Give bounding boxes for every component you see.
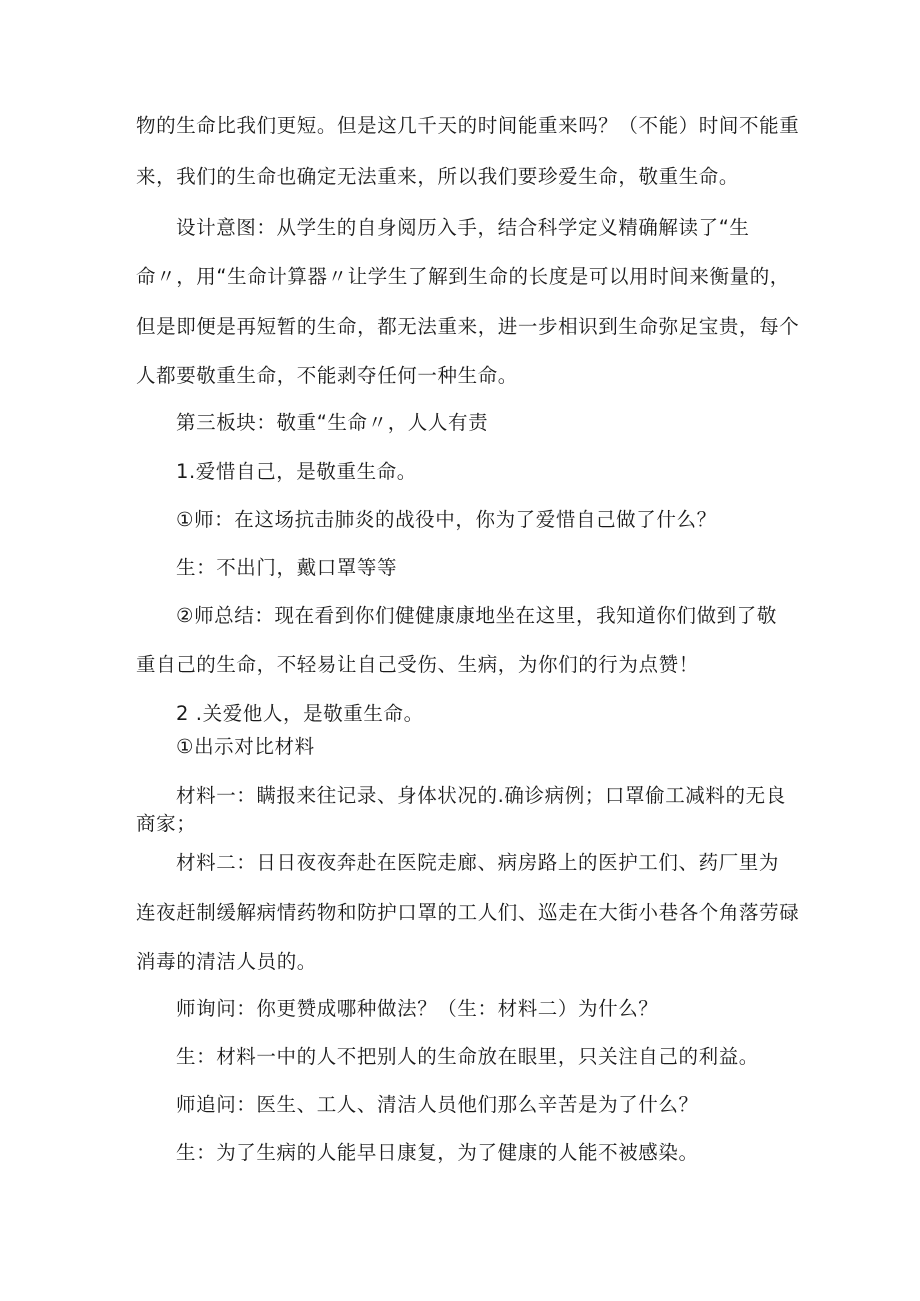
text-line: 消毒的清洁人员的。	[136, 950, 317, 973]
text-line: 重自己的生命，不轻易让自己受伤、生病，为你们的行为点赞！	[136, 653, 699, 676]
teacher-summary: ②师总结：现在看到你们健健康康地坐在这里，我知道你们做到了敬	[176, 604, 777, 627]
text-line: 商家；	[136, 812, 197, 835]
text-line: 命〃，用“生命计算器〃让学生了解到生命的长度是可以用时间来衡量的，	[136, 265, 790, 288]
student-answer: 生：为了生病的人能早日康复，为了健康的人能不被感染。	[176, 1141, 699, 1164]
material-two: 材料二：日日夜夜奔赴在医院走廊、病房路上的医护工们、药厂里为	[176, 851, 780, 874]
student-answer: 生：材料一中的人不把别人的生命放在眼里，只关注自己的利益。	[176, 1045, 759, 1068]
teacher-follow-up: 师追问：医生、工人、清洁人员他们那么辛苦是为了什么？	[176, 1093, 699, 1116]
section-heading: 第三板块：敬重“生命〃，人人有责	[176, 411, 489, 434]
text-line: 连夜赶制缓解病情药物和防护口罩的工人们、巡走在大街小巷各个角落劳碌	[136, 901, 800, 924]
text-line: 人都要敬重生命，不能剥夺任何一种生命。	[136, 364, 518, 387]
teacher-question: 师询问：你更赞成哪种做法？（生：材料二）为什么？	[176, 997, 659, 1020]
list-item: ①出示对比材料	[176, 735, 315, 758]
material-one: 材料一：瞒报来往记录、身体状况的.确诊病例；口罩偷工减料的无良	[176, 784, 786, 807]
text-line: 物的生命比我们更短。但是这几千天的时间能重来吗？（不能）时间不能重	[136, 114, 800, 137]
list-item: 2 .关爱他人，是敬重生命。	[176, 702, 424, 725]
list-item: 1.爱惜自己，是敬重生命。	[176, 460, 417, 483]
design-intent-paragraph: 设计意图：从学生的自身阅历入手，结合科学定义精确解读了“生	[176, 216, 750, 239]
text-line: 来，我们的生命也确定无法重来，所以我们要珍爱生命，敬重生命。	[136, 165, 740, 188]
student-answer: 生：不出门，戴口罩等等	[176, 556, 398, 579]
teacher-question: ①师：在这场抗击肺炎的战役中，你为了爱惜自己做了什么？	[176, 508, 717, 531]
text-line: 但是即便是再短暂的生命，都无法重来，进一步相识到生命弥足宝贵，每个	[136, 315, 800, 338]
